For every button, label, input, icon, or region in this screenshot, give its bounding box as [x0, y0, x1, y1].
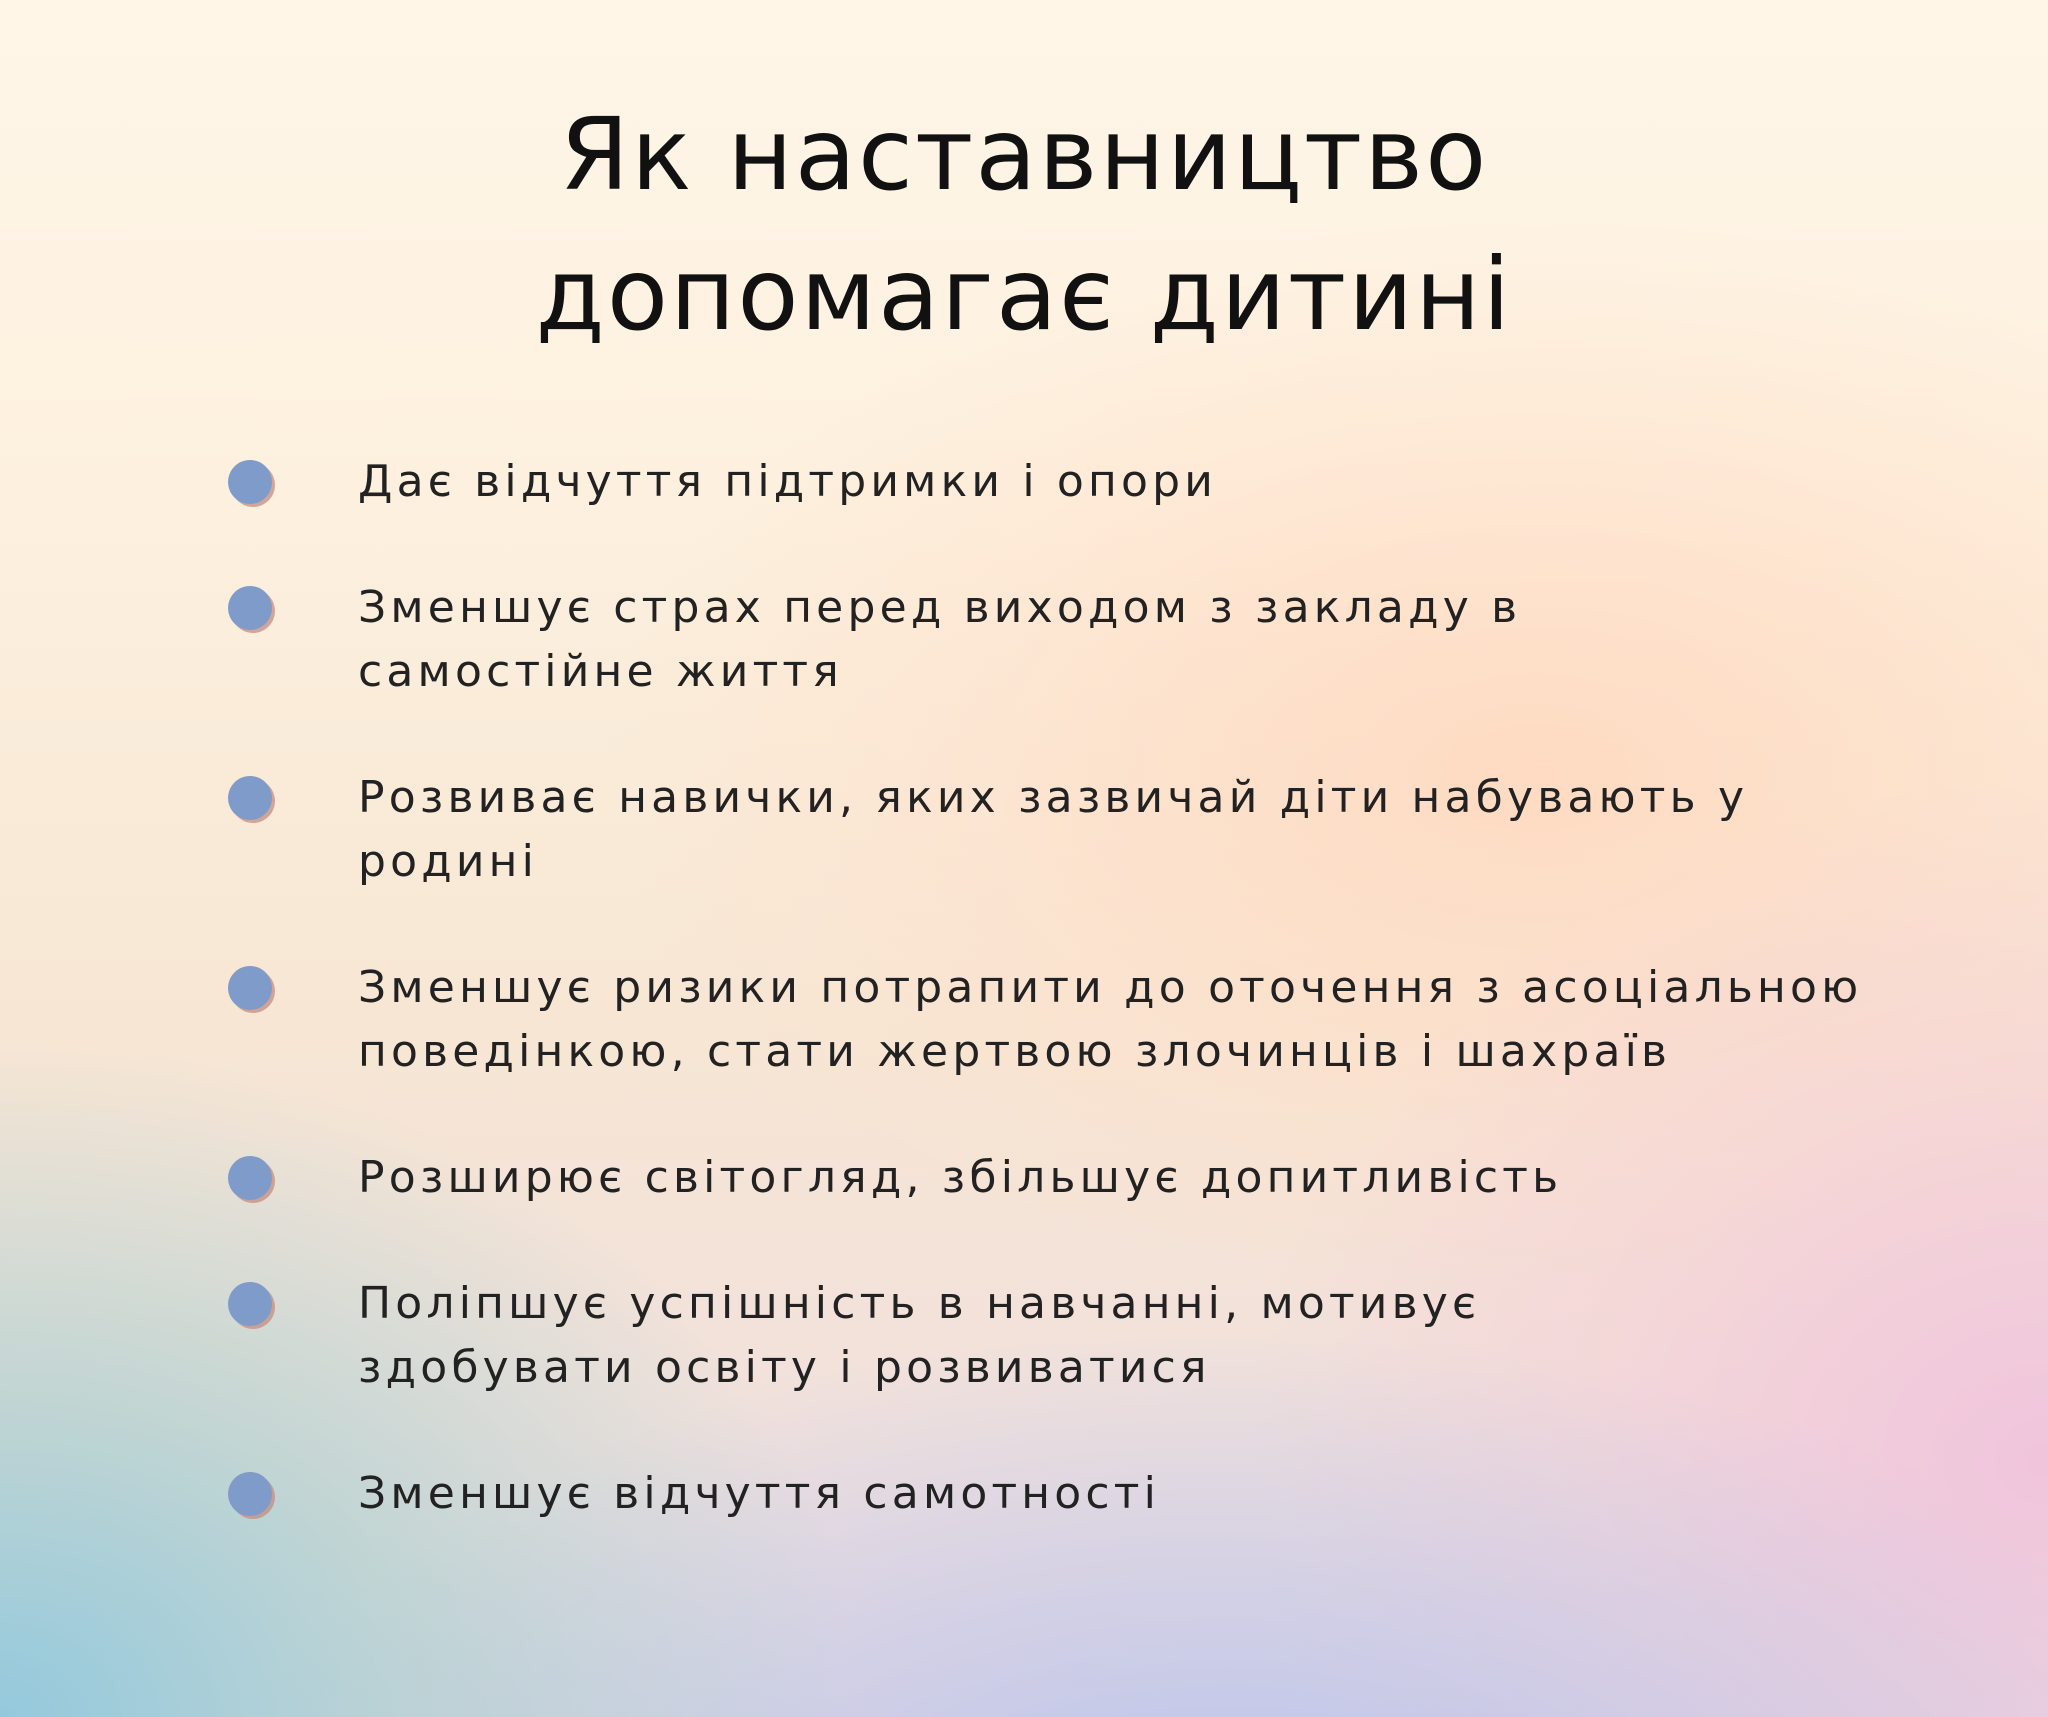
list-item — [228, 956, 1888, 1084]
list-item — [228, 450, 1358, 514]
list-item-text: Поліпшує успішність в навчанні, мотивує здобувати освіту і розвиватися — [358, 1278, 1481, 1393]
list-item — [228, 766, 1818, 894]
list-item-text: Розвиває навички, яких зазвичай діти набувають у родині — [358, 772, 1749, 887]
bullet-dot-icon — [228, 776, 272, 820]
title-line-2: допомагає дитині — [535, 236, 1513, 353]
title-line-1: Як наставництво — [559, 96, 1489, 213]
list-item-text: Зменшує страх перед виходом з закладу в самостійне життя — [358, 582, 1522, 697]
page-title — [0, 85, 2048, 365]
bullet-dot-icon — [228, 1156, 272, 1200]
bullet-dot-icon — [228, 966, 272, 1010]
list-item — [228, 576, 1618, 704]
bullet-dot-icon — [228, 586, 272, 630]
list-item-text: Зменшує ризики потрапити до оточення з асоціальною поведінкою, стати жертвою злочинців і шахраїв — [358, 962, 1863, 1077]
list-item — [228, 1146, 1858, 1210]
bullet-dot-icon — [228, 1282, 272, 1326]
bullet-dot-icon — [228, 460, 272, 504]
benefits-list — [228, 450, 1863, 1526]
list-item — [228, 1462, 1558, 1526]
bullet-dot-icon — [228, 1472, 272, 1516]
list-item-text: Розширює світогляд, збільшує допитливість — [358, 1152, 1563, 1203]
list-item-text: Дає відчуття підтримки і опори — [358, 456, 1218, 507]
list-item-text: Зменшує відчуття самотності — [358, 1468, 1161, 1519]
list-item — [228, 1272, 1598, 1400]
